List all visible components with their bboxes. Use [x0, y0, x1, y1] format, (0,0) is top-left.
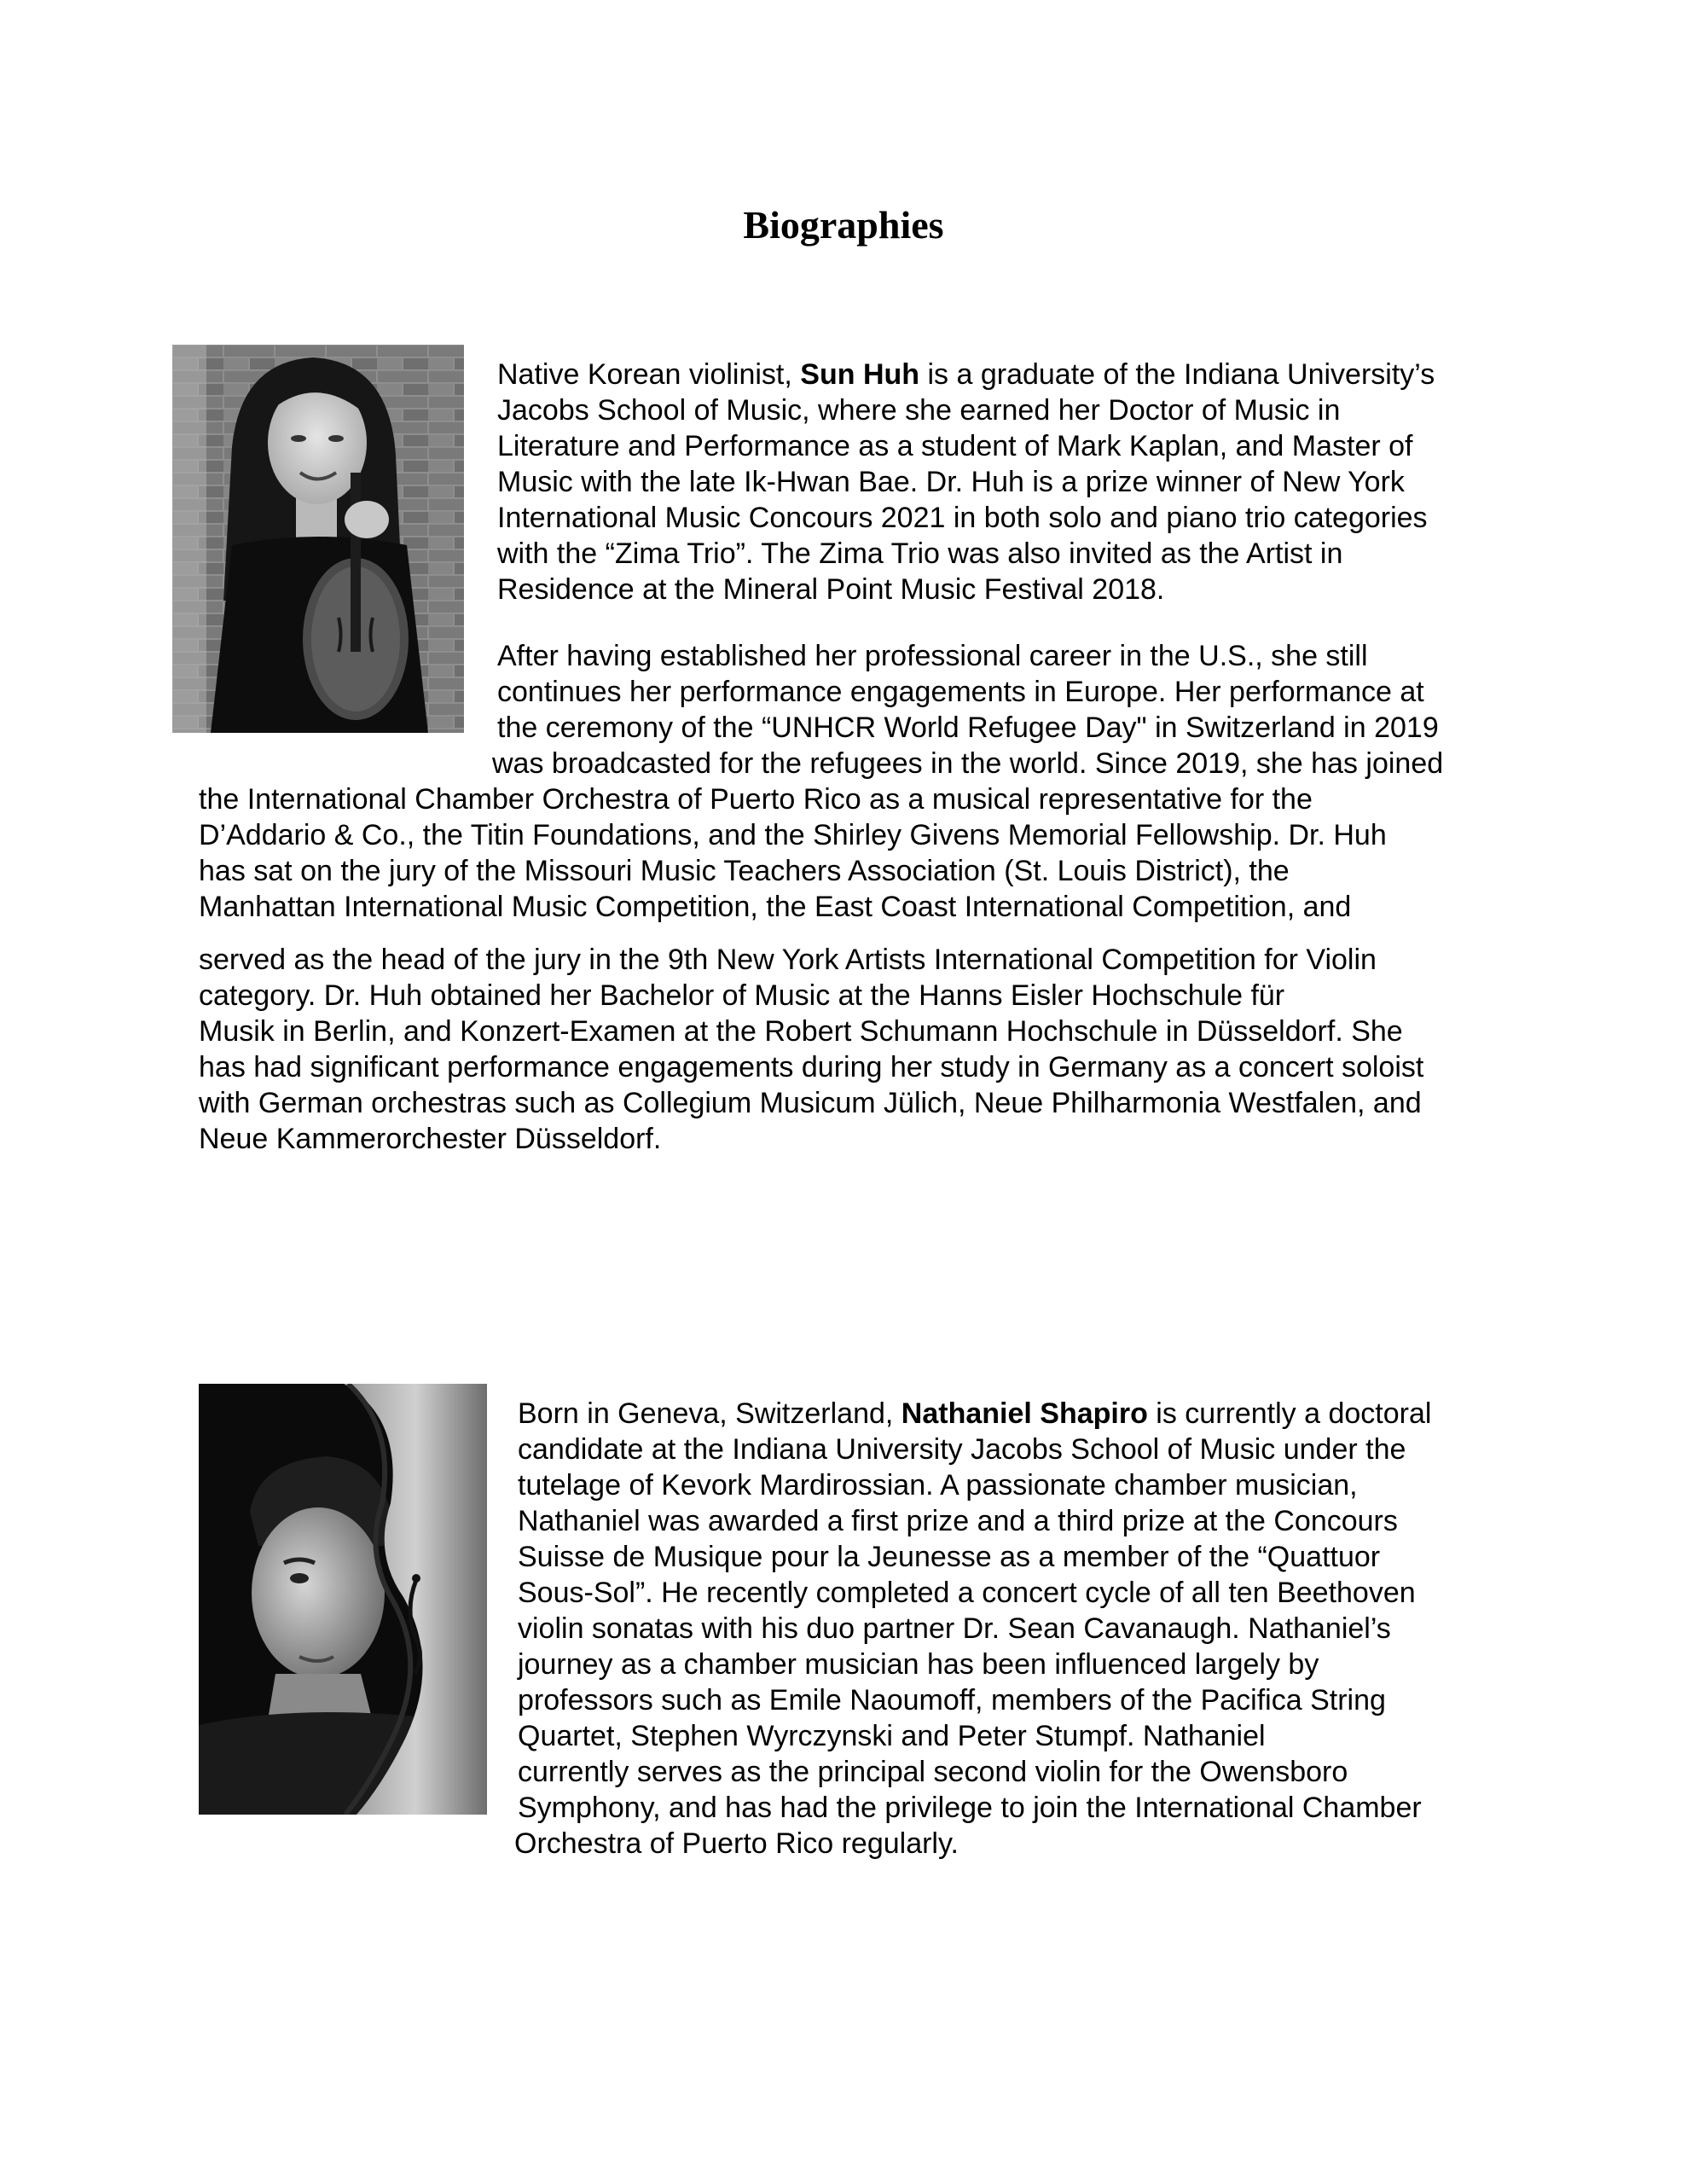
bio-text-span: is a graduate of the Indiana University’s: [919, 358, 1435, 391]
bio-text-span: Born in Geneva, Switzerland,: [518, 1397, 901, 1430]
bio-line: currently serves as the principal second violin for the Owensboro: [518, 1756, 1348, 1788]
bio-line: D’Addario & Co., the Titin Foundations, and the Shirley Givens Memorial Fellowship. Dr. Huh: [199, 819, 1387, 851]
bio-line: with German orchestras such as Collegium Musicum Jülich, Neue Philharmonia Westfalen, and: [199, 1087, 1422, 1119]
bio-line: Musik in Berlin, and Konzert-Examen at the Robert Schumann Hochschule in Düsseldorf. She: [199, 1015, 1403, 1048]
bio-line: category. Dr. Huh obtained her Bachelor of Music at the Hanns Eisler Hochschule für: [199, 979, 1285, 1012]
bio-line: was broadcasted for the refugees in the world. Since 2019, she has joined: [492, 747, 1444, 780]
bio-line: journey as a chamber musician has been influenced largely by: [518, 1648, 1319, 1681]
bio-line: candidate at the Indiana University Jacobs School of Music under the: [518, 1433, 1406, 1466]
bio-name: Sun Huh: [800, 358, 920, 391]
portrait-photo-violist: [199, 1384, 487, 1815]
bio-line: with the “Zima Trio”. The Zima Trio was also invited as the Artist in: [497, 537, 1343, 570]
bio-line: Residence at the Mineral Point Music Festival 2018.: [497, 573, 1165, 606]
bio-line: professors such as Emile Naoumoff, members of the Pacifica String: [518, 1684, 1386, 1716]
bio-line: has sat on the jury of the Missouri Music Teachers Association (St. Louis District), the: [199, 855, 1290, 887]
bio-line: Orchestra of Puerto Rico regularly.: [514, 1827, 959, 1860]
bio-text-span: is currently a doctoral: [1147, 1397, 1432, 1430]
bio-line: Manhattan International Music Competition, the East Coast International Competition, and: [199, 891, 1352, 923]
bio-line: Suisse de Musique pour la Jeunesse as a member of the “Quattuor: [518, 1541, 1381, 1573]
bio-line: Music with the late Ik-Hwan Bae. Dr. Huh is a prize winner of New York: [497, 466, 1405, 498]
bio-line: served as the head of the jury in the 9th New York Artists International Competition for Violin: [199, 944, 1377, 976]
bio-line: International Music Concours 2021 in both solo and piano trio categories: [497, 502, 1428, 534]
bio-name: Nathaniel Shapiro: [901, 1397, 1148, 1430]
bio-line: the ceremony of the “UNHCR World Refugee Day" in Switzerland in 2019: [497, 712, 1439, 744]
bio-line: the International Chamber Orchestra of Puerto Rico as a musical representative for the: [199, 783, 1313, 816]
portrait-photo-violinist: [172, 345, 464, 733]
bio-line: [518, 1396, 1431, 1432]
bio-line: Quartet, Stephen Wyrczynski and Peter Stumpf. Nathaniel: [518, 1720, 1266, 1752]
bio-line: [497, 357, 1435, 392]
bio-line: Sous-Sol”. He recently completed a concert cycle of all ten Beethoven: [518, 1577, 1416, 1609]
bio-text-span: Native Korean violinist,: [497, 358, 801, 391]
bio-line: violin sonatas with his duo partner Dr. Sean Cavanaugh. Nathaniel’s: [518, 1612, 1391, 1645]
bio-line: Neue Kammerorchester Düsseldorf.: [199, 1123, 662, 1155]
bio-line: Nathaniel was awarded a first prize and a third prize at the Concours: [518, 1505, 1398, 1537]
bio-line: After having established her professional career in the U.S., she still: [497, 640, 1368, 672]
page-title: Biographies: [743, 203, 944, 247]
bio-line: tutelage of Kevork Mardirossian. A passionate chamber musician,: [518, 1469, 1358, 1502]
bio-line: continues her performance engagements in Europe. Her performance at: [497, 676, 1424, 708]
bio-line: Literature and Performance as a student of Mark Kaplan, and Master of: [497, 430, 1413, 462]
bio-line: Symphony, and has had the privilege to join the International Chamber: [518, 1792, 1422, 1824]
bio-line: has had significant performance engagements during her study in Germany as a concert soloist: [199, 1051, 1424, 1083]
bio-line: Jacobs School of Music, where she earned her Doctor of Music in: [497, 394, 1341, 427]
